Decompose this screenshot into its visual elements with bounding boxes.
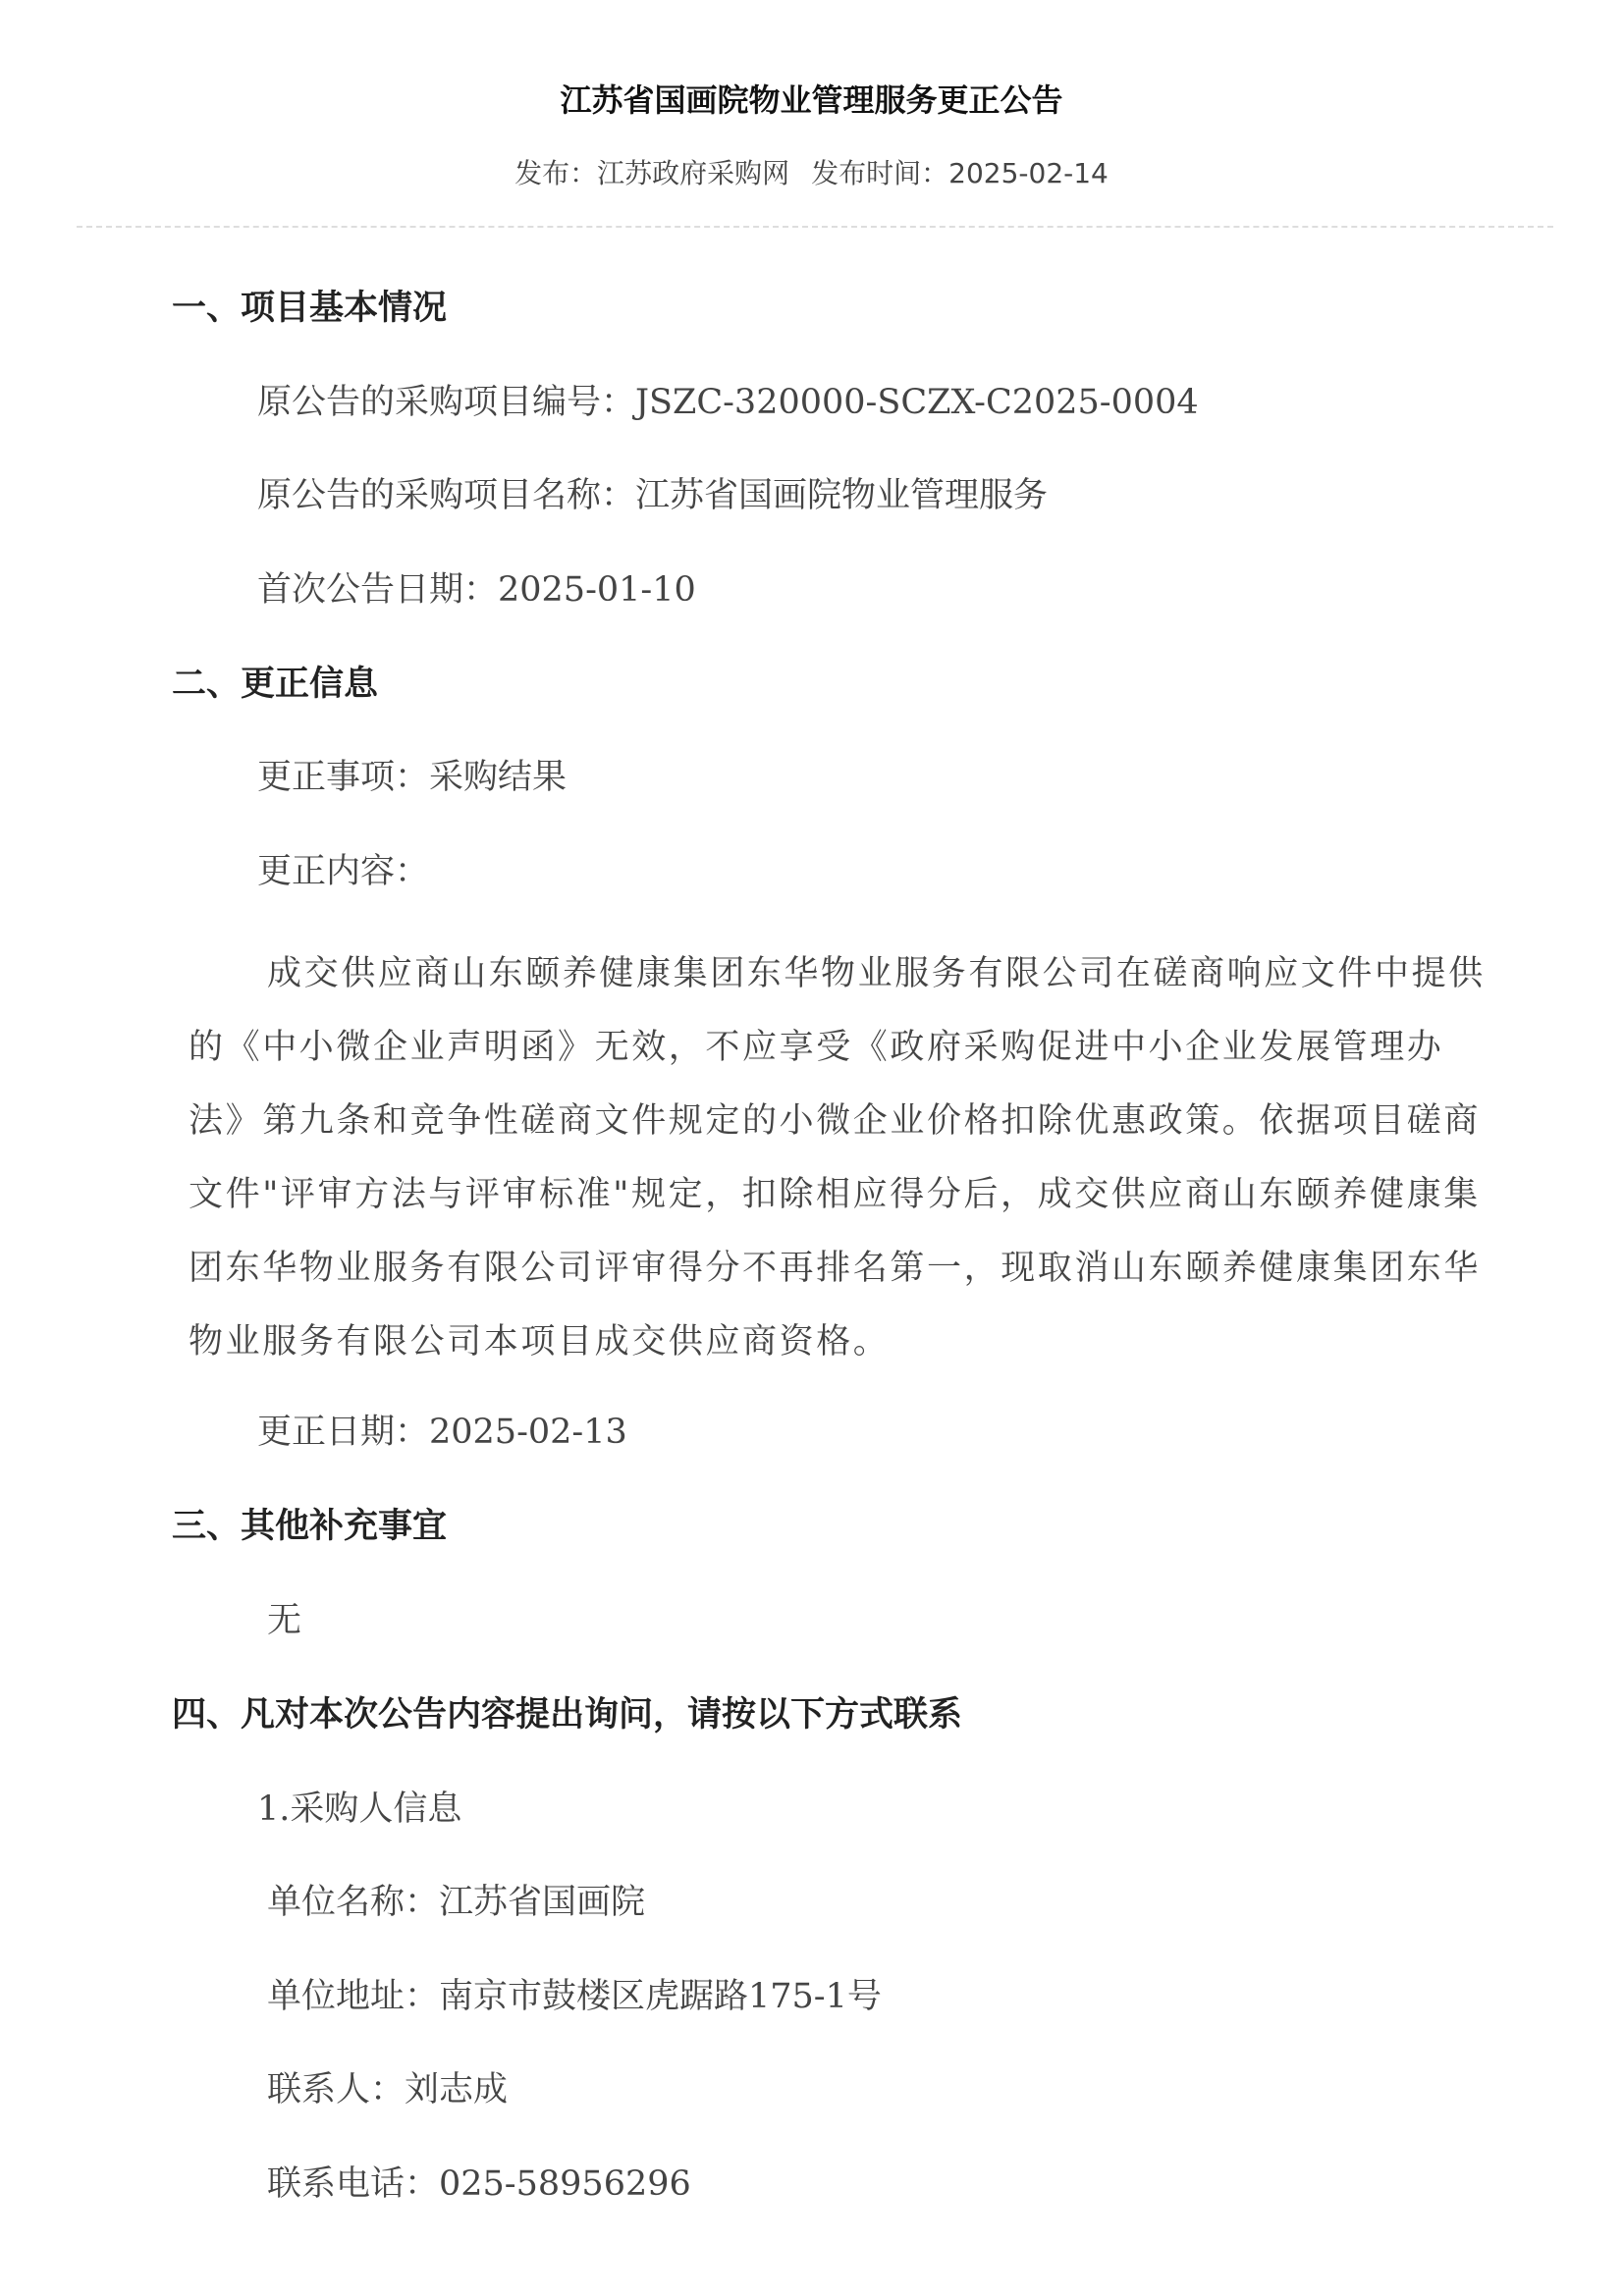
correction-item: 更正事项：采购结果 [257,758,568,797]
page-title: 江苏省国画院物业管理服务更正公告 [560,81,1063,119]
contact-phone: 联系电话：025-58956296 [267,2164,691,2204]
supplementary-text: 无 [267,1601,302,1640]
correction-content-label: 更正内容： [257,852,430,891]
section-heading-supplementary: 三、其他补充事宜 [172,1507,448,1546]
unit-name: 单位名称：江苏省国画院 [267,1883,646,1922]
correction-content-text: 成交供应商山东颐养健康集团东华物业服务有限公司在磋商响应文件中提供的《中小微企业声明函》无效，不应享受《政府采购促进中小企业发展管理办法》第九条和竞争性磋商文件规定的小微企业价格扣除优惠政策。依据项目磋商文件"评审方法与评审标准"规定，扣除相应得分后，成交供应商山东颐养健康集团东华物业服务有限公司评审得分不再排名第一，现取消山东颐养健康集团东华物业服务有限公司本项目成交供应商资格。 [189,954,1486,1362]
publish-info [0,152,1623,195]
project-number: 原公告的采购项目编号：JSZC-320000-SCZX-C2025-0004 [257,383,1199,422]
section-heading-contact: 四、凡对本次公告内容提出询问，请按以下方式联系 [172,1695,963,1735]
first-announcement-date: 首次公告日期：2025-01-10 [257,570,696,610]
publish-date: 发布时间：2025-02-14 [811,157,1109,189]
purchaser-info-heading: 1.采购人信息 [257,1789,462,1829]
publisher: 发布：江苏政府采购网 [514,157,790,189]
unit-address: 单位地址：南京市鼓楼区虎踞路175-1号 [267,1977,882,2016]
project-name: 原公告的采购项目名称：江苏省国画院物业管理服务 [257,476,1049,515]
correction-date: 更正日期：2025-02-13 [257,1413,627,1452]
section-heading-correction-info: 二、更正信息 [172,665,379,704]
contact-person: 联系人：刘志成 [267,2070,509,2109]
header-divider [77,226,1553,228]
section-heading-basic-info: 一、项目基本情况 [172,289,448,328]
